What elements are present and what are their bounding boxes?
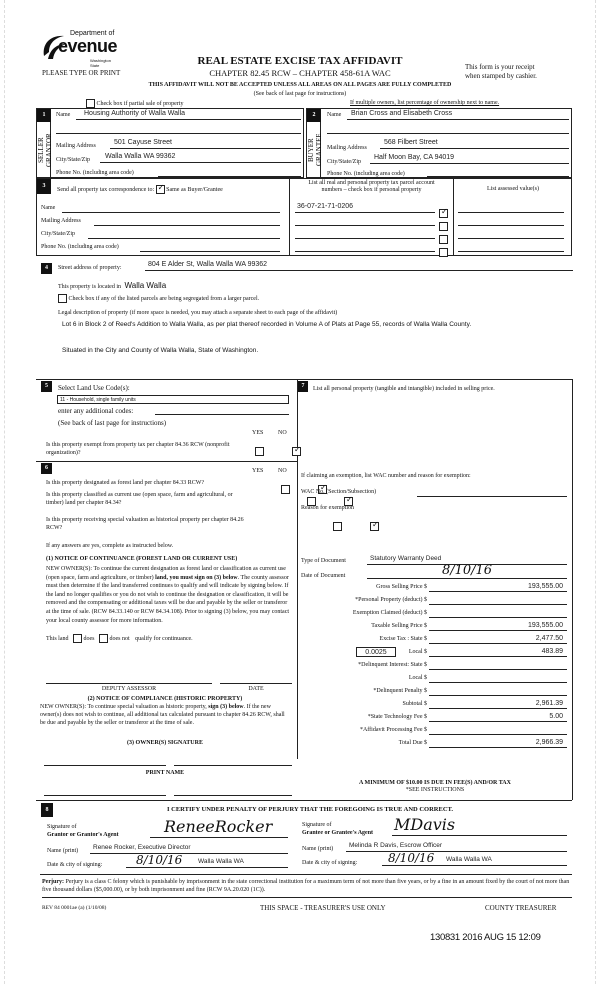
grantor-signing-date: 8/10/16 (136, 853, 183, 867)
if-yes-instruction: If any answers are yes, complete as instructed below. (46, 543, 174, 549)
section-2-number: 2 (307, 109, 321, 122)
current-use-question: Is this property classified as current use (open space, farm and agricultural, or timber) land per chapter 84.34? (46, 492, 233, 506)
treasurer-stamp: 130831 2016 AUG 15 12:09 (430, 932, 541, 943)
taxable-selling-price-field[interactable]: 193,555.00 (429, 622, 567, 631)
excise-tax-local-field[interactable]: 483.89 (429, 648, 567, 657)
parcel-row (295, 242, 304, 260)
partial-sale-checkbox-row[interactable]: Check box if partial sale of property (86, 99, 183, 108)
nonprofit-exempt-no-checkbox[interactable] (292, 447, 301, 456)
receipt-note-2: when stamped by cashier. (465, 72, 537, 80)
dor-logo: Department of evenue Washington State (40, 30, 120, 66)
same-as-buyer-checkbox[interactable] (156, 185, 165, 194)
notice-of-compliance-title: (2) NOTICE OF COMPLIANCE (HISTORIC PROPERTY) (87, 696, 243, 702)
document-type-field[interactable]: Statutory Warranty Deed (367, 555, 567, 565)
assessed-value-field[interactable] (458, 238, 564, 239)
see-back-note: (See back of last page for instructions) (253, 91, 347, 97)
scan-edge-left (4, 0, 5, 984)
historical-question: Is this property receiving special valuation as historical property per chapter 84.26 RCW? (46, 517, 244, 531)
form-chapter: CHAPTER 82.45 RCW – CHAPTER 458-61A WAC (209, 68, 391, 78)
perjury-certification: I CERTIFY UNDER PENALTY OF PERJURY THAT THE FOREGOING IS TRUE AND CORRECT. (166, 806, 453, 813)
grantor-signature-field[interactable]: ReneeRocker (150, 818, 288, 838)
multiple-owners-note: If multiple owners, list percentage of ownership next to name. (350, 100, 500, 106)
perjury-notice: Perjury: Perjury is a class C felony which is punishable by imprisonment in the state correctional institution for a maximum term of not more than five years, or by a fine in an amount fixed by the court of not more than five thousand dollars ($5,000.00), or by both imprisonment and fine (RCW 9A.20.020 (1C)). (42, 879, 570, 893)
personal-property-field[interactable] (313, 405, 558, 465)
grantee-signing-city: Walla Walla WA (446, 856, 492, 863)
please-type-note: PLEASE TYPE OR PRINT (42, 69, 121, 77)
forest-land-question: Is this property designated as forest land per chapter 84.33 RCW? (46, 480, 205, 486)
parcel-number-field[interactable]: 36-07-21-71-0206 (295, 203, 435, 213)
segregated-row: Check box if any of the listed parcels are being segregated from a larger parcel. (58, 294, 259, 303)
exemption-reason-field[interactable] (301, 514, 566, 548)
located-in-value[interactable]: Walla Walla (124, 281, 167, 290)
parcel-header: List all real and personal property tax parcel account numbers – check box if personal property (308, 180, 435, 193)
correspondence-city-field[interactable] (88, 238, 280, 239)
delinquent-penalty-field[interactable] (429, 687, 567, 696)
seller-city-state-zip-field[interactable]: Walla Walla WA 99362 (100, 153, 301, 163)
does-not-qualify-checkbox[interactable] (99, 634, 108, 643)
deputy-assessor-signature-line[interactable] (46, 683, 212, 684)
seller-name-line-2[interactable] (56, 133, 301, 134)
form-title: REAL ESTATE EXCISE TAX AFFIDAVIT (197, 55, 403, 67)
legal-description-text[interactable]: Lot 6 in Block 2 of Reed's Addition to Walla Walla, as per plat thereof recorded in Volume A of Plats at Page 55, records of Walla Walla County. (62, 321, 472, 328)
state-technology-fee-field[interactable]: 5.00 (429, 713, 567, 722)
land-use-code-field[interactable]: 11 - Household, single family units (57, 395, 289, 404)
minimum-due-note: A MINIMUM OF $10.00 IS DUE IN FEE(S) AND/OR TAX (359, 780, 511, 786)
grantee-name-print-field[interactable]: Melinda R Davis, Escrow Officer (346, 842, 567, 852)
grantee-signature-field[interactable]: MDavis (392, 816, 567, 836)
total-due-field[interactable]: 2,966.39 (429, 739, 567, 748)
notice-of-continuance-body: NEW OWNER(S): To continue the current designation as forest land or classification as current use (open space, farm and agriculture, or timber) land, you must sign on (3) below. The county assessor must then determine if the land transferred continues to qualify and will indicate by signing below. If the land no longer qualifies or you do not wish to continue the designation or classification, it will be removed and the compensating or additional taxes will be due and payable by the seller or transferor at the time of sale. (RCW 84.33.140 or RCW 84.34.108). Prior to signing (3) below, you may contact your local county assessor for more information. (46, 566, 290, 624)
assessed-header: List assessed value(s) (487, 186, 539, 192)
personal-property-checkbox[interactable] (439, 222, 448, 231)
delinquent-interest-state-field[interactable] (429, 661, 567, 670)
affidavit-processing-fee-field[interactable] (429, 726, 567, 735)
see-instructions-note: *SEE INSTRUCTIONS (405, 787, 465, 793)
partial-sale-checkbox[interactable] (86, 99, 95, 108)
nonprofit-exempt-yes-checkbox[interactable] (255, 447, 264, 456)
owner-signature-line-2[interactable] (174, 765, 292, 766)
assessed-value-field[interactable] (458, 225, 564, 226)
buyer-name-field[interactable]: Brian Cross and Elisabeth Cross (347, 110, 569, 120)
grantor-signing-city: Walla Walla WA (198, 858, 244, 865)
does-qualify-checkbox[interactable] (73, 634, 82, 643)
exemption-claimed-field[interactable] (429, 609, 567, 618)
subtotal-field[interactable]: 2,961.39 (429, 700, 567, 709)
treasurer-use-only: THIS SPACE - TREASURER'S USE ONLY (260, 904, 386, 912)
continuance-qualify-row: This land does does not qualify for continuance. (46, 635, 193, 642)
forest-land-yes-checkbox[interactable] (281, 485, 290, 494)
section-8-number: 8 (41, 803, 53, 817)
exemption-label: If claiming an exemption, list WAC number and reason for exemption: (301, 473, 471, 479)
delinquent-interest-local-field[interactable] (429, 674, 567, 683)
personal-property-deduct-field[interactable] (429, 596, 567, 605)
parcel-number-field[interactable] (295, 229, 435, 239)
buyer-grantee-label: BUYER GRANTEE (307, 133, 323, 167)
personal-property-label: List all personal property (tangible and intangible) included in selling price. (313, 386, 495, 392)
section-3-number: 3 (37, 179, 51, 194)
buyer-phone-field[interactable] (427, 167, 569, 177)
receipt-note-1: This form is your receipt (465, 63, 535, 71)
county-treasurer-label: COUNTY TREASURER (485, 904, 557, 912)
legal-description-label: Legal description of property (if more space is needed, you may attach a separate sheet to each page of the affidavit) (58, 310, 338, 316)
form-revision: REV 84 0001ae (a) (1/10/08) (42, 905, 107, 911)
scan-edge-right (595, 0, 596, 984)
local-tax-rate-field[interactable]: 0.0025 (356, 647, 396, 657)
deputy-assessor-date-line[interactable] (220, 683, 292, 684)
seller-phone-field[interactable] (158, 167, 301, 177)
additional-codes-field[interactable] (155, 414, 289, 415)
correspondence-mailing-field[interactable] (94, 225, 280, 226)
grantee-date-city-field[interactable] (382, 852, 567, 866)
document-date-field[interactable]: 8/10/16 (367, 564, 567, 579)
parcel-number-field[interactable] (295, 216, 435, 226)
excise-tax-state-field[interactable]: 2,477.50 (429, 635, 567, 644)
buyer-city-state-zip-field[interactable]: Half Moon Bay, CA 94019 (370, 154, 569, 164)
notice-of-continuance-title: (1) NOTICE OF CONTINUANCE (FOREST LAND OR CURRENT USE) (46, 556, 238, 562)
grantee-signing-date: 8/10/16 (388, 851, 435, 865)
print-name-line-1[interactable] (44, 795, 166, 796)
send-correspondence-row: Send all property tax correspondence to: ✓ Same as Buyer/Grantee (57, 185, 223, 194)
seller-mailing-address-field[interactable]: 501 Cayuse Street (110, 139, 301, 149)
parcel-number-field[interactable] (295, 242, 435, 252)
segregated-parcel-checkbox[interactable] (58, 294, 67, 303)
personal-property-checkbox[interactable] (439, 235, 448, 244)
completion-warning: THIS AFFIDAVIT WILL NOT BE ACCEPTED UNLESS ALL AREAS ON ALL PAGES ARE FULLY COMPLETED (148, 82, 452, 88)
print-name-title: PRINT NAME (145, 770, 185, 776)
assessed-value-field[interactable] (458, 251, 564, 252)
property-street-address-field[interactable]: 804 E Alder St, Walla Walla WA 99362 (145, 261, 573, 271)
nonprofit-exempt-question: Is this property exempt from property tax per chapter 84.36 RCW (nonprofit organization)? (46, 442, 230, 456)
buyer-mailing-address-field[interactable]: 568 Filbert Street (380, 139, 569, 149)
section-1-number: 1 (37, 109, 51, 122)
legal-description-situated[interactable]: Situated in the City and County of Walla Walla, State of Washington. (62, 347, 259, 354)
gross-selling-price-field[interactable]: 193,555.00 (429, 583, 567, 592)
owner-signature-line-1[interactable] (44, 765, 166, 766)
print-name-line-2[interactable] (174, 795, 292, 796)
correspondence-phone-field[interactable] (140, 251, 280, 252)
section-5-number: 5 (41, 381, 52, 392)
seller-grantor-label: SELLER GRANTOR (37, 133, 53, 167)
section-4-number: 4 (41, 263, 52, 274)
grantor-name-print-field[interactable]: Renee Rocker, Executive Director (90, 844, 288, 854)
personal-property-checkbox[interactable] (439, 248, 448, 257)
correspondence-name-field[interactable] (62, 212, 280, 213)
owner-signature-title: (3) OWNER(S) SIGNATURE (127, 740, 203, 746)
wac-number-field[interactable] (417, 496, 567, 497)
section-6-number: 6 (41, 463, 52, 474)
grantor-date-city-field[interactable] (126, 854, 288, 868)
located-in-row: This property is located in Walla Walla (58, 281, 167, 290)
buyer-name-line-2[interactable] (327, 133, 569, 134)
seller-name-field[interactable]: Housing Authority of Walla Walla (76, 110, 301, 120)
section-7-number: 7 (298, 381, 308, 392)
notice-of-compliance-body: NEW OWNER(S): To continue special valuation as historic property, sign (3) below. If the new owner(s) does not wish to continue, all additional tax calculated pursuant to chapter 84.26 RCW, shall be due and payable by the seller or transferor at the time of sale. (40, 704, 285, 726)
personal-property-checkbox[interactable] (439, 209, 448, 218)
assessed-value-field[interactable] (458, 212, 564, 213)
